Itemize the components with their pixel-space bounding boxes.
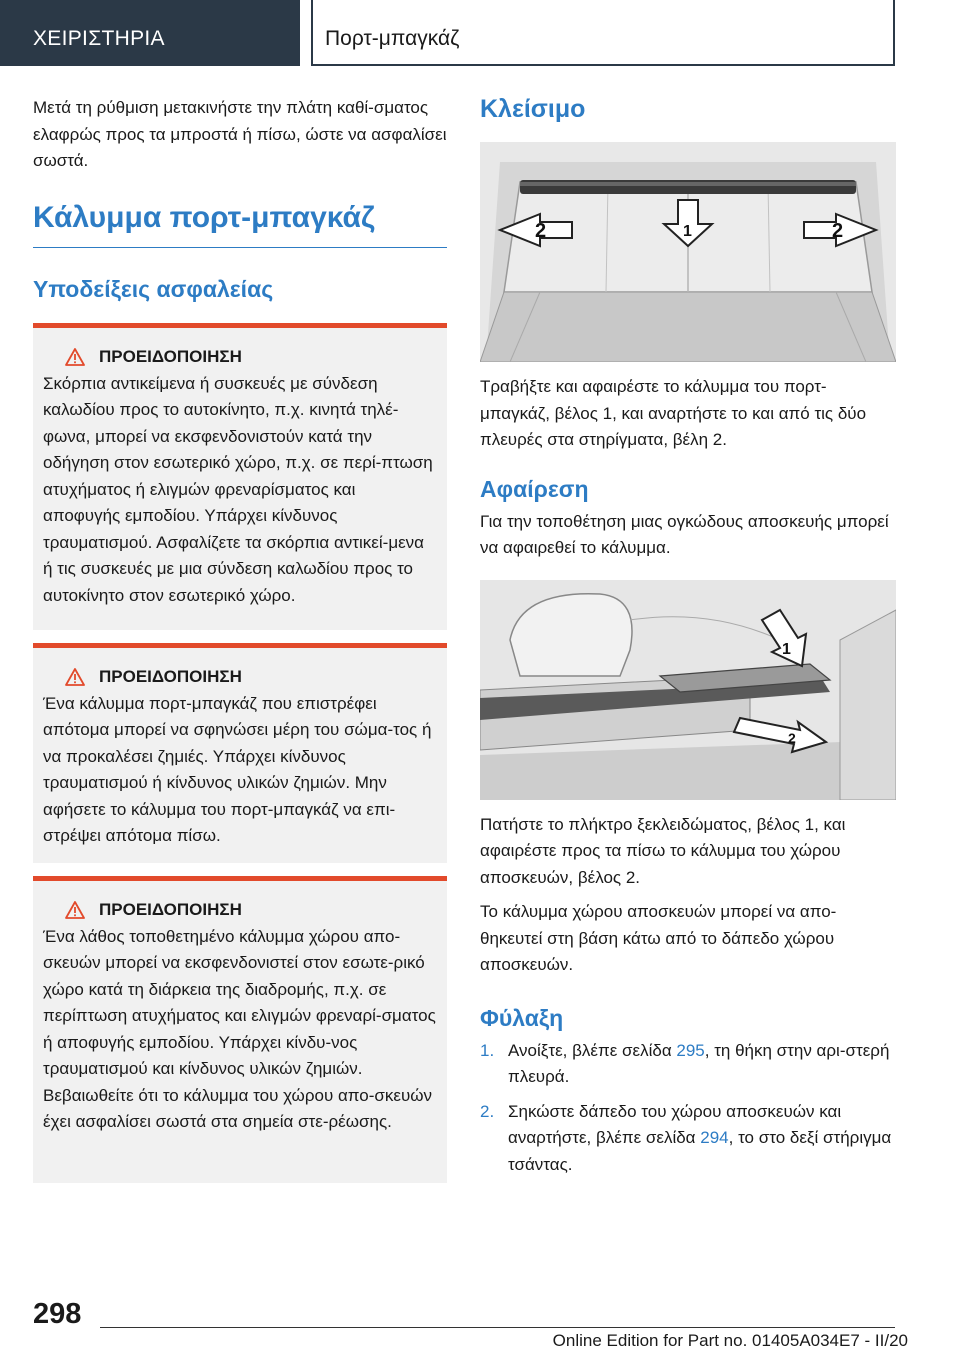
safety-heading: Υποδείξεις ασφαλείας: [33, 275, 274, 302]
header-section-label: ΧΕΙΡΙΣΤΗΡΙΑ: [33, 27, 165, 50]
storage-heading: Φύλαξη: [480, 1004, 564, 1031]
page-link[interactable]: 294: [700, 1128, 729, 1147]
warning-triangle-icon: [65, 668, 85, 686]
fig2-label: 1: [782, 640, 791, 658]
cargo-cover-closing-figure: [480, 142, 896, 362]
closing-heading: Κλείσιμο: [480, 95, 586, 123]
warning-box: [33, 643, 447, 863]
storage-step: 1. Ανοίξτε, βλέπε σελίδα 295, τη θήκη στην αρι-στερή πλευρά.: [480, 1040, 890, 1086]
cargo-cover-removal-figure: [480, 580, 896, 800]
warning-box: [33, 323, 447, 630]
warning-title: ΠΡΟΕΙΔΟΠΟΙΗΣΗ: [43, 667, 437, 687]
fig1-label: 2: [832, 220, 844, 242]
removal-text-2: Πατήστε το πλήκτρο ξεκλειδώματος, βέλος 1, και αφαιρέστε προς τα πίσω το κάλυμμα του χώρου αποσκευών, βέλος 2.: [480, 814, 846, 887]
removal-text-3: Το κάλυμμα χώρου αποσκευών μπορεί να απο-θηκευτεί στη βάση κάτω από το δάπεδο χώρου αποσκευών.: [480, 902, 837, 974]
section-title: Κάλυμμα πορτ-μπαγκάζ: [33, 200, 375, 234]
storage-step: 2. Σηκώστε δάπεδο του χώρου αποσκευών και αναρτήστε, βλέπε σελίδα 294, το στο δεξί στήριγμα τσάντας.: [480, 1101, 892, 1174]
page-link[interactable]: 295: [676, 1040, 705, 1060]
left-column: [33, 95, 447, 1183]
footer-rule: [100, 1327, 895, 1328]
warning-text: Σκόρπια αντικείμενα ή συσκευές με σύνδεση καλωδίου προς το αυτοκίνητο, π.χ. κινητά τηλέ-φωνα, μπορεί να εκσφενδονιστούν κατά την οδήγηση στον εσωτερικό χώρο, π.χ. σε περί-πτωση ατυχήματος ή ελιγμών φρεναρίσματος και αποφυγής εμποδίου. Υπάρχει κίνδυνος τραυματισμού. Ασφαλίζετε τα σκόρπια αντικεί-μενα ή τις συσκευές με μια σύνδεση καλωδίου προς το αυτοκίνητο στον εσωτερικό χώρο.: [43, 373, 433, 605]
warning-title: ΠΡΟΕΙΔΟΠΟΙΗΣΗ: [43, 900, 437, 920]
removal-text: Για την τοποθέτηση μιας ογκώδους αποσκευής μπορεί να αφαιρεθεί το κάλυμμα.: [480, 511, 889, 557]
right-column: [480, 95, 896, 1178]
warning-text: Ένα κάλυμμα πορτ-μπαγκάζ που επιστρέφει απότομα μπορεί να σφηνώσει μέρη του σώμα-τος ή να προκαλέσει ζημιές. Υπάρχει κίνδυνος τραυματισμού ή κίνδυνος υλικών ζημιών. Μην αφήσετε το κάλυμμα του πορτ-μπαγκάζ να επι-στρέψει απότομα πίσω.: [43, 693, 432, 845]
fig1-label: 2: [535, 220, 547, 242]
storage-steps: [480, 1038, 896, 1179]
header-topic-box: [311, 0, 895, 66]
warning-box: [33, 876, 447, 1183]
intro-paragraph: Μετά τη ρύθμιση μετακινήστε την πλάτη καθί-σματος ελαφρώς προς τα μπροστά ή πίσω, ώστε να ασφαλίσει σωστά.: [33, 98, 447, 170]
footer-edition: Online Edition for Part no. 01405A034E7 - II/20: [552, 1331, 908, 1350]
header-section-tab: [0, 0, 300, 66]
header-topic-label: Πορτ-μπαγκάζ: [325, 27, 460, 50]
warning-title: ΠΡΟΕΙΔΟΠΟΙΗΣΗ: [43, 347, 437, 367]
removal-heading: Αφαίρεση: [480, 475, 589, 502]
warning-text: Ένα λάθος τοποθετημένο κάλυμμα χώρου απο-σκευών μπορεί να εκσφενδονιστεί στον εσωτε-ρικό χώρο κατά τη διάρκεια της διαδρομής, π.χ. σε περίπτωση ατυχήματος και ελιγμών φρεναρί-σματος ή αποφυγής εμποδίου. Υπάρχει κίνδυ-νος τραυματισμού και κίνδυνος υλικών ζημιών. Βεβαιωθείτε ότι το κάλυμμα του χώρου απο-σκευών έχει ασφαλίσει σωστά στα σημεία στε-ρέωσης.: [43, 926, 436, 1131]
warning-triangle-icon: [65, 901, 85, 919]
page-number: 298: [33, 1298, 82, 1330]
fig1-label: 1: [683, 223, 692, 240]
fig2-label: 2: [788, 729, 796, 746]
warning-triangle-icon: [65, 348, 85, 366]
closing-text: Τραβήξτε και αφαιρέστε το κάλυμμα του πορτ-μπαγκάζ, βέλος 1, και αναρτήστε το και από τις δύο πλευρές στα στηρίγματα, βέλη 2.: [480, 377, 867, 449]
